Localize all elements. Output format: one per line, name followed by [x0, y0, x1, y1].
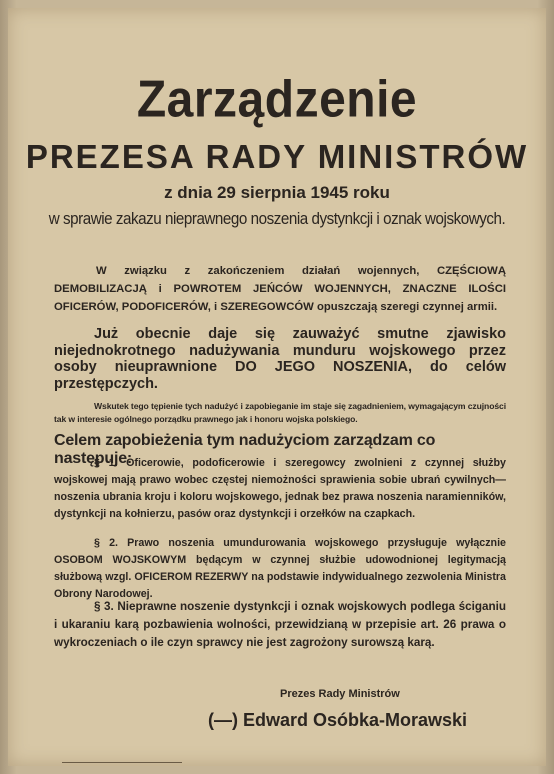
- paragraph-uniform-abuse: Już obecnie daje się zauważyć smutne zjawisko niejednokrotnego nadużywania munduru wojskowego przez osoby nieuprawnione DO JEGO NOSZENIA, do celów przestępczych.: [54, 326, 506, 392]
- section-2: § 2. Prawo noszenia umundurowania wojskowego przysługuje wyłącznie OSOBOM WOJSKOWYM będącym w czynnej służbie udowodnionej legitymacją służbową wzgl. OFICEROM REZERWY na podstawie indywidualnego zezwolenia Ministra Obrony Narodowej.: [54, 537, 506, 600]
- document-subtitle: PREZESA RADY MINISTRÓW: [25, 138, 529, 175]
- poster-content: [8, 8, 546, 766]
- poster-sheet: [8, 8, 546, 766]
- paragraph-consequence: Wskutek tego tępienie tych nadużyć i zapobieganie im staje się zagadnieniem, wymagającym czujności tak w interesie ogólnego porządku prawnego jak i honoru wojska polskiego.: [54, 401, 506, 424]
- document-subject: w sprawie zakazu nieprawnego noszenia dystynkcji i oznak wojskowych.: [48, 210, 506, 228]
- section-3: § 3. Nieprawne noszenie dystynkcji i oznak wojskowych podlega ściganiu i ukaraniu karą pozbawienia wolności, przewidzianą w przepisie art. 26 prawa o wykroczeniach o ile czyn sprawcy nie jest zagrożony surowszą karą.: [54, 600, 506, 649]
- signature-name: (—) Edward Osóbka-Morawski: [208, 710, 468, 730]
- signature-title: Prezes Rady Ministrów: [280, 688, 400, 700]
- document-title: Zarządzenie: [136, 71, 418, 129]
- document-date: z dnia 29 sierpnia 1945 roku: [164, 183, 390, 202]
- printer-imprint-rule: [62, 762, 182, 763]
- section-1: § 1. Oficerowie, podoficerowie i szeregowcy zwolnieni z czynnej służby wojskowej mają prawo wobec częstej niemożności sprawienia sobie ubrań cywilnych—noszenia ubrania kroju i koloru wojskowego, jednak bez prawa noszenia naramienników, dystynkcji na kołnierzu, pasów oraz dystynkcji i orzełków na czapkach.: [54, 457, 506, 520]
- decree-heading: Celem zapobieżenia tym nadużyciom zarządzam co następuje:: [54, 432, 436, 467]
- paragraph-demobilization: W związku z zakończeniem działań wojennych, CZĘŚCIOWĄ DEMOBILIZACJĄ i POWROTEM JEŃCÓW WOJENNYCH, ZNACZNE ILOŚCI OFICERÓW, PODOFICERÓW, i SZEREGOWCÓW opuszczają szeregi czynnej armii.: [54, 265, 506, 313]
